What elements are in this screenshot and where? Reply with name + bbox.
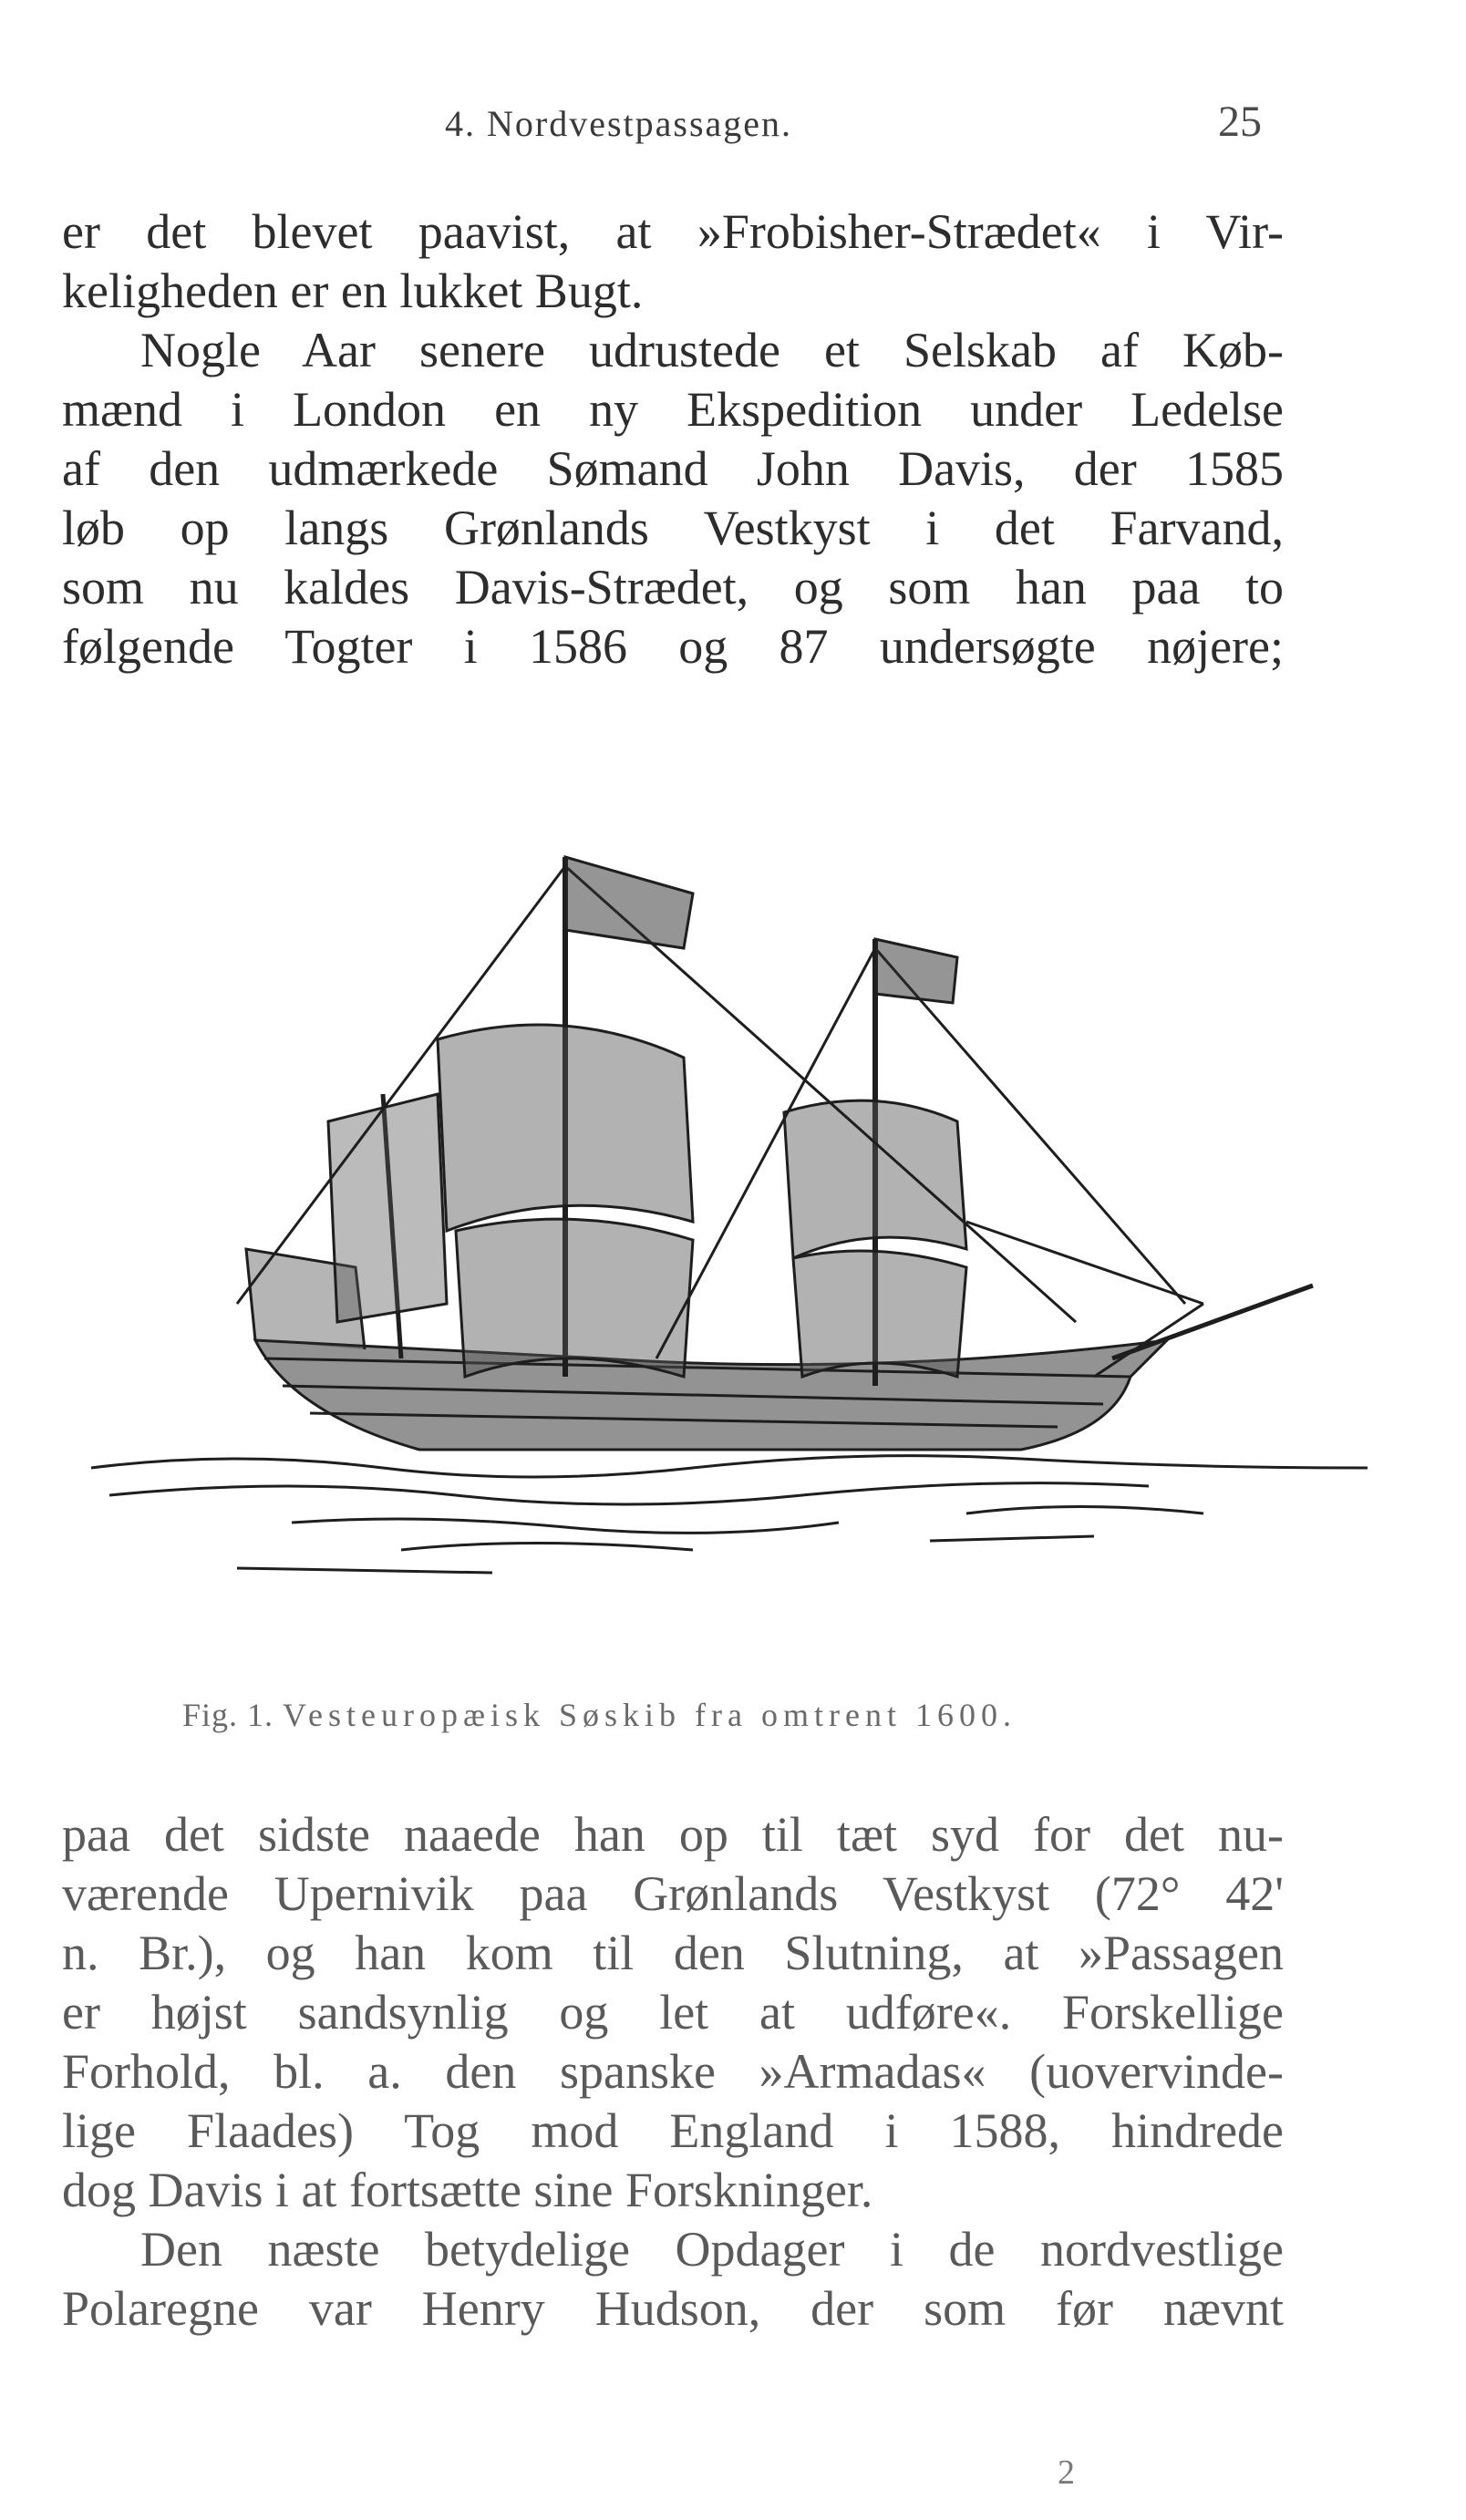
text-line: dog Davis i at fortsætte sine Forskninger. [62,2163,873,2217]
paragraph-2 [62,321,1284,676]
text-line: paa det sidste naaede han op til tæt syd for det nu- [62,1807,1284,1862]
paragraph-3 [62,1805,1284,2339]
text-line: lige Flaades) Tog mod England i 1588, hindrede [62,2103,1284,2158]
ship-engraving [55,793,1413,1668]
text-line: løb op langs Grønlands Vestkyst i det Farvand, [62,501,1284,555]
text-line: Nogle Aar senere udrustede et Selskab af Køb- [140,323,1284,377]
text-line: n. Br.), og han kom til den Slutning, at »Passagen [62,1926,1284,1980]
text-line: er højst sandsynlig og let at udføre«. Forskellige [62,1985,1284,2040]
text-line: Den næste betydelige Opdager i de nordvestlige [140,2222,1284,2277]
text-line: Polaregne var Henry Hudson, der som før nævnt [62,2281,1284,2336]
text-line: Forhold, bl. a. den spanske »Armadas« (uovervinde- [62,2044,1284,2099]
page-header [0,98,1466,166]
figure-caption-text: Vesteuropæisk Søskib fra omtrent 1600. [283,1697,1017,1733]
ship-illustration [55,793,1413,1668]
running-title: 4. Nordvestpassagen. [445,103,793,144]
text-line: værende Upernivik paa Grønlands Vestkyst (72° 42' [62,1866,1284,1921]
signature-mark: 2 [1058,2453,1075,2492]
text-line: er det blevet paavist, at »Frobisher-Strædet« i Vir- [62,204,1284,259]
text-line: følgende Togter i 1586 og 87 undersøgte nøjere; [62,619,1284,674]
text-line: som nu kaldes Davis-Strædet, og som han paa to [62,560,1284,615]
figure-label: Fig. 1. [182,1697,274,1733]
text-line: af den udmærkede Sømand John Davis, der 1585 [62,441,1284,496]
paragraph-1 [62,202,1284,321]
text-line: keligheden er en lukket Bugt. [62,263,644,318]
page-number: 25 [1218,98,1262,146]
figure-caption [182,1696,1276,1734]
text-line: mænd i London en ny Ekspedition under Ledelse [62,382,1284,437]
